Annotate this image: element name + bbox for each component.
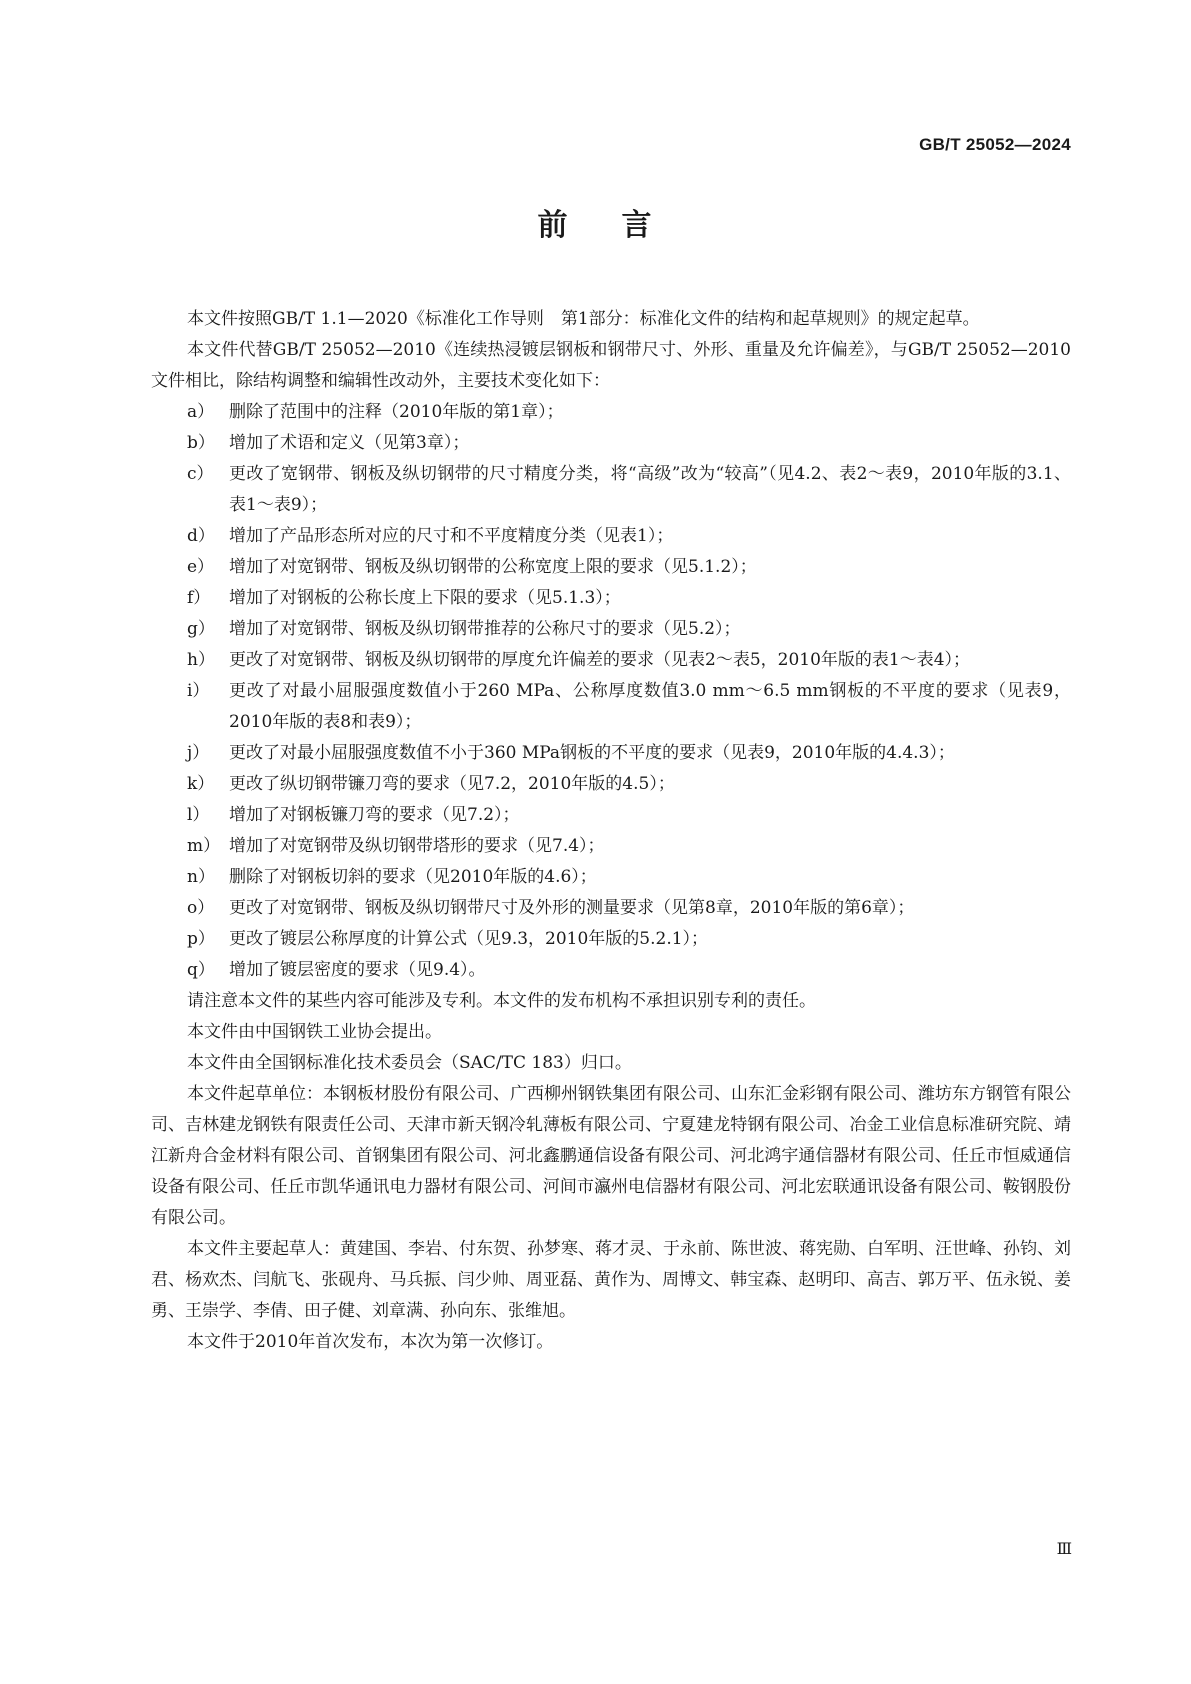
list-item-label: i） (187, 681, 210, 701)
list-item-label: p） (187, 929, 215, 949)
paragraph-drafting-units: 本文件起草单位：本钢板材股份有限公司、广西柳州钢铁集团有限公司、山东汇金彩钢有限公司、潍坊东方钢管有限公司、吉林建龙钢铁有限责任公司、天津市新天钢冷轧薄板有限公司、宁夏建龙特钢有限公司、冶金工业信息标准研究院、靖江新舟合金材料有限公司、首钢集团有限公司、河北鑫鹏通信设备有限公司、河北鸿宇通信器材有限公司、任丘市恒威通信设备有限公司、任丘市凯华通讯电力器材有限公司、河间市瀛州电信器材有限公司、河北宏联通讯设备有限公司、鞍钢股份有限公司。 (151, 1084, 1071, 1228)
list-item (151, 800, 1071, 831)
list-item-label: l） (187, 805, 210, 825)
list-item-text: 增加了产品形态所对应的尺寸和不平度精度分类（见表1）； (229, 526, 674, 546)
list-item (151, 459, 1071, 521)
list-item-label: d） (187, 526, 215, 546)
list-item (151, 738, 1071, 769)
list-item-label: m） (187, 836, 221, 856)
paragraph-replacement: 本文件代替GB/T 25052—2010《连续热浸镀层钢板和钢带尺寸、外形、重量及允许偏差》，与GB/T 25052—2010文件相比，除结构调整和编辑性改动外，主要技术变化如下： (151, 340, 1071, 391)
list-item-text: 增加了对宽钢带、钢板及纵切钢带的公称宽度上限的要求（见5.1.2）； (229, 557, 757, 577)
list-item-label: f） (187, 588, 211, 608)
list-item-text: 更改了对最小屈服强度数值小于260 MPa、公称厚度数值3.0 mm～6.5 mm钢板的不平度的要求（见表9，2010年版的表8和表9）； (229, 681, 1071, 732)
list-item-label: b） (187, 433, 215, 453)
list-item-text: 更改了宽钢带、钢板及纵切钢带的尺寸精度分类，将“高级”改为“较高”（见4.2、表2～表9，2010年版的3.1、表1～表9）； (229, 464, 1071, 515)
list-item-label: c） (187, 464, 214, 484)
page-number: Ⅲ (1056, 1539, 1071, 1558)
list-item (151, 676, 1071, 738)
paragraph-drafters: 本文件主要起草人：黄建国、李岩、付东贺、孙梦寒、蒋才灵、于永前、陈世波、蒋宪勋、白军明、汪世峰、孙钧、刘君、杨欢杰、闫航飞、张砚舟、马兵振、闫少帅、周亚磊、黄作为、周博文、韩宝森、赵明印、高吉、郭万平、伍永锐、姜勇、王崇学、李倩、田子健、刘章满、孙向东、张维旭。 (151, 1239, 1071, 1321)
title-char-1: 前 (537, 208, 570, 243)
list-item (151, 614, 1071, 645)
list-item-label: q） (187, 960, 215, 980)
list-item (151, 552, 1071, 583)
list-item (151, 955, 1071, 986)
list-item-text: 增加了对钢板的公称长度上下限的要求（见5.1.3）； (229, 588, 621, 608)
list-item (151, 924, 1071, 955)
list-item-text: 更改了对宽钢带、钢板及纵切钢带的厚度允许偏差的要求（见表2～表5，2010年版的表1～表4）； (229, 650, 971, 670)
list-item (151, 893, 1071, 924)
list-item-label: o） (187, 898, 215, 918)
list-item-text: 更改了镀层公称厚度的计算公式（见9.3，2010年版的5.2.1）； (229, 929, 709, 949)
list-item-label: j） (187, 743, 210, 763)
list-item (151, 862, 1071, 893)
page-title (0, 200, 1191, 244)
list-item-label: n） (187, 867, 215, 887)
paragraph-proposer: 本文件由中国钢铁工业协会提出。 (187, 1022, 442, 1042)
list-item-label: a） (187, 402, 215, 422)
list-item-label: g） (187, 619, 215, 639)
paragraph-history: 本文件于2010年首次发布，本次为第一次修订。 (187, 1332, 554, 1352)
list-item-text: 更改了纵切钢带镰刀弯的要求（见7.2，2010年版的4.5）； (229, 774, 675, 794)
changes-list (151, 397, 1071, 986)
list-item-text: 增加了对宽钢带、钢板及纵切钢带推荐的公称尺寸的要求（见5.2）； (229, 619, 741, 639)
paragraph-patent-notice: 请注意本文件的某些内容可能涉及专利。本文件的发布机构不承担识别专利的责任。 (187, 991, 816, 1011)
list-item (151, 397, 1071, 428)
title-char-2: 言 (621, 208, 654, 243)
list-item-text: 增加了术语和定义（见第3章）； (229, 433, 470, 453)
list-item-text: 增加了对钢板镰刀弯的要求（见7.2）； (229, 805, 520, 825)
list-item (151, 583, 1071, 614)
list-item (151, 769, 1071, 800)
list-item (151, 521, 1071, 552)
list-item-text: 更改了对宽钢带、钢板及纵切钢带尺寸及外形的测量要求（见第8章，2010年版的第6章）； (229, 898, 915, 918)
list-item (151, 831, 1071, 862)
list-item-text: 更改了对最小屈服强度数值不小于360 MPa钢板的不平度的要求（见表9，2010年版的4.4.3）； (229, 743, 955, 763)
list-item-text: 删除了对钢板切斜的要求（见2010年版的4.6）； (229, 867, 597, 887)
list-item-text: 删除了范围中的注释（2010年版的第1章）； (229, 402, 564, 422)
paragraph-drafting-rules: 本文件按照GB/T 1.1—2020《标准化工作导则 第1部分：标准化文件的结构和起草规则》的规定起草。 (187, 309, 980, 329)
list-item-label: k） (187, 774, 215, 794)
list-item-text: 增加了镀层密度的要求（见9.4）。 (229, 960, 486, 980)
list-item (151, 645, 1071, 676)
paragraph-committee: 本文件由全国钢标准化技术委员会（SAC/TC 183）归口。 (187, 1053, 632, 1073)
standard-number: GB/T 25052—2024 (919, 135, 1071, 154)
list-item-label: h） (187, 650, 215, 670)
list-item-text: 增加了对宽钢带及纵切钢带塔形的要求（见7.4）； (229, 836, 605, 856)
foreword-body (151, 304, 1071, 1358)
list-item (151, 428, 1071, 459)
list-item-label: e） (187, 557, 215, 577)
